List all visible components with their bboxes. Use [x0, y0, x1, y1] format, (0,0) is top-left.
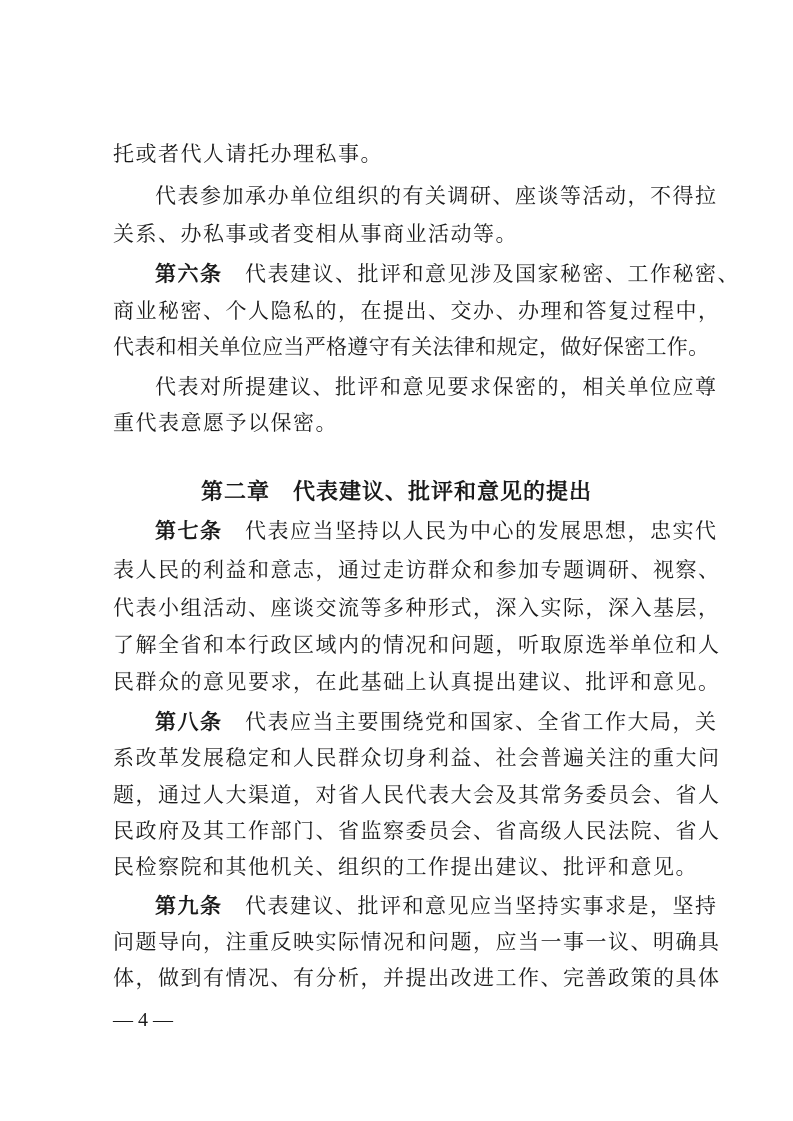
line-text: 关系、办私事或者变相从事商业活动等。	[113, 222, 518, 246]
paragraph-line	[113, 627, 721, 663]
line-text: 题，通过人大渠道，对省人民代表大会及其常务委员会、省人	[113, 783, 721, 807]
line-text: 代表和相关单位应当严格遵守有关法律和规定，做好保密工作。	[113, 335, 710, 359]
article-6-line	[155, 256, 740, 292]
line-text: 体，做到有情况、有分析，并提出改进工作、完善政策的具体	[113, 966, 721, 990]
paragraph-line	[155, 178, 718, 214]
article-8-line	[155, 704, 718, 740]
line-text: 代表建议、批评和意见应当坚持实事求是，坚持	[222, 894, 718, 918]
line-text: 代表对所提建议、批评和意见要求保密的，相关单位应尊	[155, 375, 718, 399]
paragraph-line	[113, 924, 721, 960]
line-text: 民群众的意见要求，在此基础上认真提出建议、批评和意见。	[113, 670, 721, 694]
paragraph-line	[113, 405, 338, 441]
line-text: 系改革发展稳定和人民群众切身利益、社会普遍关注的重大问	[113, 746, 721, 770]
paragraph-line	[155, 369, 718, 405]
line-text: 代表建议、批评和意见涉及国家秘密、工作秘密、	[222, 262, 740, 286]
article-9-line	[155, 888, 718, 924]
article-number: 第六条	[155, 261, 223, 286]
line-text: 代表小组活动、座谈交流等多种形式，深入实际，深入基层，	[113, 596, 721, 620]
line-text: 表人民的利益和意志，通过走访群众和参加专题调研、视察、	[113, 558, 721, 582]
article-number: 第九条	[155, 893, 223, 918]
chapter-title: 第二章 代表建议、批评和意见的提出	[200, 479, 592, 505]
paragraph-line	[113, 777, 721, 813]
paragraph-line	[113, 293, 721, 329]
paragraph-line	[113, 664, 721, 700]
paragraph-line	[113, 590, 721, 626]
line-text: 商业秘密、个人隐私的，在提出、交办、办理和答复过程中，	[113, 299, 721, 323]
paragraph-line	[113, 849, 698, 885]
line-text: 代表参加承办单位组织的有关调研、座谈等活动，不得拉	[155, 184, 718, 208]
page-number: — 4 —	[113, 1009, 173, 1031]
article-7-line	[155, 513, 718, 549]
paragraph-line	[113, 813, 721, 849]
paragraph-line	[113, 136, 383, 172]
line-text: 重代表意愿予以保密。	[113, 411, 338, 435]
paragraph-line	[113, 740, 721, 776]
line-text: 了解全省和本行政区域内的情况和问题，听取原选举单位和人	[113, 633, 721, 657]
chapter-heading	[0, 474, 793, 510]
line-text: 代表应当主要围绕党和国家、全省工作大局，关	[222, 710, 718, 734]
line-text: 代表应当坚持以人民为中心的发展思想，忠实代	[222, 519, 718, 543]
line-text: 托或者代人请托办理私事。	[113, 142, 383, 166]
paragraph-line	[113, 552, 721, 588]
paragraph-line	[113, 216, 518, 252]
article-number: 第七条	[155, 518, 223, 543]
paragraph-line	[113, 960, 721, 996]
line-text: 民检察院和其他机关、组织的工作提出建议、批评和意见。	[113, 855, 698, 879]
paragraph-line	[113, 329, 709, 365]
article-number: 第八条	[155, 709, 223, 734]
line-text: 问题导向，注重反映实际情况和问题，应当一事一议、明确具	[113, 930, 721, 954]
line-text: 民政府及其工作部门、省监察委员会、省高级人民法院、省人	[113, 819, 721, 843]
